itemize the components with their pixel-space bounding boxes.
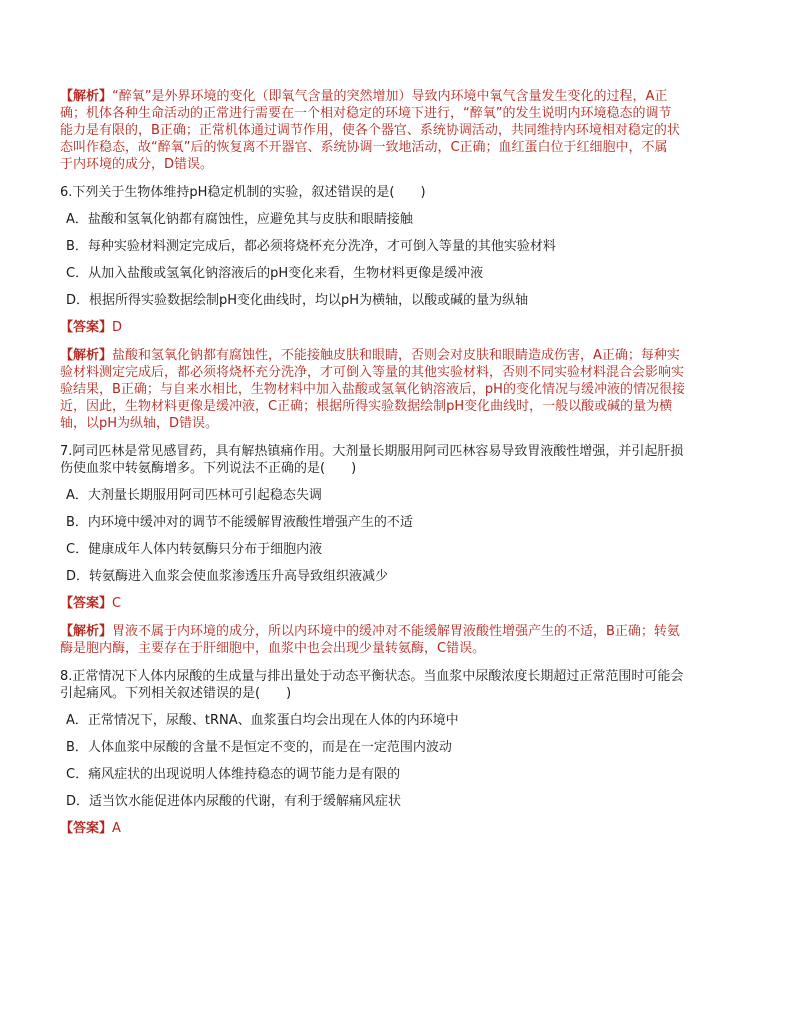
answer-label: 【答案】 bbox=[60, 821, 113, 836]
question-stem: 8.正常情况下人体内尿酸的生成量与排出量处于动态平衡状态。当血浆中尿酸浓度长期超过正常范围时可能会 bbox=[60, 669, 684, 684]
analysis-label: 【解析】 bbox=[60, 89, 113, 104]
answer-label: 【答案】 bbox=[60, 320, 113, 335]
question-7 bbox=[60, 443, 742, 612]
analysis-line: 酶是胞内酶，主要存在于肝细胞中，血浆中也会出现少量转氨酶，C错误。 bbox=[60, 641, 486, 656]
answer-label: 【答案】 bbox=[60, 596, 113, 611]
answer-value: A bbox=[112, 821, 121, 836]
analysis-label: 【解析】 bbox=[60, 624, 113, 639]
option-c: C．从加入盐酸或氢氧化钠溶液后的pH变化来看，生物材料更像是缓冲液 bbox=[66, 266, 484, 281]
analysis-label: 【解析】 bbox=[60, 348, 113, 363]
analysis-line: 能力是有限的，B正确；正常机体通过调节作用，使各个器官、系统协调活动，共同维持内环境相对稳定的状 bbox=[60, 123, 680, 138]
answer-value: C bbox=[112, 596, 122, 611]
analysis-line: 【解析】“醉氧”是外界环境的变化（即氧气含量的突然增加）导致内环境中氧气含量发生变化的过程，A正 bbox=[60, 89, 668, 104]
analysis-line: 近，因此，生物材料更像是缓冲液，C正确；根据所得实验数据绘制pH变化曲线时，一般以酸或碱的量为横 bbox=[60, 399, 673, 414]
question-stem: 伤使血浆中转氨酶增多。下列说法不正确的是( ) bbox=[60, 461, 357, 476]
analysis-line: 验结果，B正确；与自来水相比，生物材料中加入盐酸或氢氧化钠溶液后，pH的变化情况与缓冲液的情况很接 bbox=[60, 382, 685, 397]
question-stem: 引起痛风。下列相关叙述错误的是( ) bbox=[60, 686, 292, 701]
answer-value: D bbox=[112, 320, 123, 335]
option-a: A．正常情况下，尿酸、tRNA、血浆蛋白均会出现在人体的内环境中 bbox=[66, 713, 459, 728]
option-d: D．转氨酶进入血浆会使血浆渗透压升高导致组织液减少 bbox=[66, 569, 389, 584]
analysis-block-q7 bbox=[60, 623, 742, 657]
option-c: C．痛风症状的出现说明人体维持稳态的调节能力是有限的 bbox=[66, 767, 401, 782]
option-b: B．每种实验材料测定完成后，都必须将烧杯充分洗净，才可倒入等量的其他实验材料 bbox=[66, 239, 556, 254]
answer-line bbox=[60, 319, 742, 336]
question-stem: 7.阿司匹林是常见感冒药，具有解热镇痛作用。大剂量长期服用阿司匹林容易导致胃液酸性增强，并引起肝损 bbox=[60, 444, 684, 459]
question-6 bbox=[60, 184, 742, 336]
question-stem: 6.下列关于生物体维持pH稳定机制的实验，叙述错误的是( ) bbox=[60, 185, 426, 200]
analysis-line: 【解析】盐酸和氢氧化钠都有腐蚀性，不能接触皮肤和眼睛，否则会对皮肤和眼睛造成伤害，A正确；每种实 bbox=[60, 348, 680, 363]
option-b: B．内环境中缓冲对的调节不能缓解胃液酸性增强产生的不适 bbox=[66, 515, 413, 530]
analysis-line: 态叫作稳态，故“醉氧”后的恢复离不开器官、系统协调一致地活动，C正确；血红蛋白位于红细胞中，不属 bbox=[60, 140, 668, 155]
option-c: C．健康成年人体内转氨酶只分布于细胞内液 bbox=[66, 542, 323, 557]
analysis-line: 确；机体各种生命活动的正常进行需要在一个相对稳定的环境下进行，“醉氧”的发生说明内环境稳态的调节 bbox=[60, 106, 672, 121]
option-d: D．根据所得实验数据绘制pH变化曲线时，均以pH为横轴，以酸或碱的量为纵轴 bbox=[66, 293, 529, 308]
analysis-block-q5 bbox=[60, 88, 742, 173]
option-a: A．盐酸和氢氧化钠都有腐蚀性，应避免其与皮肤和眼睛接触 bbox=[66, 212, 413, 227]
analysis-line: 【解析】胃液不属于内环境的成分，所以内环境中的缓冲对不能缓解胃液酸性增强产生的不适，B正确；转氨 bbox=[60, 624, 680, 639]
analysis-line: 验材料测定完成后，都必须将烧杯充分洗净，才可倒入等量的其他实验材料，否则不同实验材料混合会影响实 bbox=[60, 365, 685, 380]
question-8 bbox=[60, 668, 742, 837]
option-a: A．大剂量长期服用阿司匹林可引起稳态失调 bbox=[66, 488, 322, 503]
analysis-block-q6 bbox=[60, 347, 742, 432]
answer-line bbox=[60, 820, 742, 837]
option-b: B．人体血浆中尿酸的含量不是恒定不变的，而是在一定范围内波动 bbox=[66, 740, 452, 755]
analysis-line: 于内环境的成分，D错误。 bbox=[60, 157, 214, 172]
option-d: D．适当饮水能促进体内尿酸的代谢，有利于缓解痛风症状 bbox=[66, 794, 402, 809]
analysis-line: 轴，以pH为纵轴，D错误。 bbox=[60, 416, 219, 431]
answer-line bbox=[60, 595, 742, 612]
